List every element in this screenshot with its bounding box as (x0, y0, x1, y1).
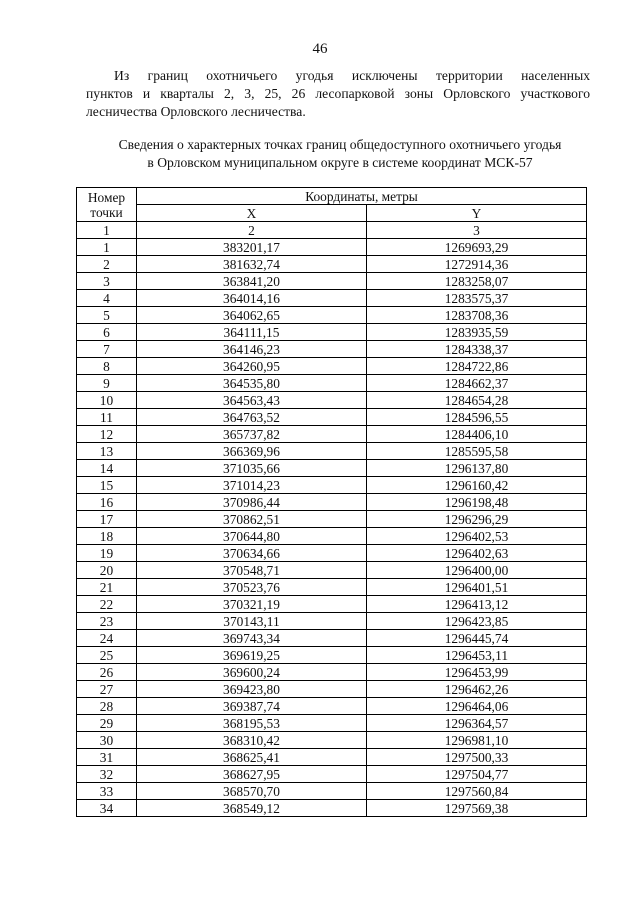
x-coordinate-cell: 381632,74 (137, 256, 367, 273)
x-coordinate-cell: 368195,53 (137, 715, 367, 732)
x-coordinate-cell: 364014,16 (137, 290, 367, 307)
x-coordinate-cell: 364260,95 (137, 358, 367, 375)
table-row (77, 766, 587, 783)
x-coordinate-cell: 370143,11 (137, 613, 367, 630)
table-row (77, 358, 587, 375)
point-number-cell: 8 (77, 358, 137, 375)
x-coordinate-cell: 368310,42 (137, 732, 367, 749)
header-y: Y (367, 205, 587, 222)
y-coordinate-cell: 1285595,58 (367, 443, 587, 460)
x-coordinate-cell: 369619,25 (137, 647, 367, 664)
table-row (77, 681, 587, 698)
table-row (77, 664, 587, 681)
point-number-cell: 29 (77, 715, 137, 732)
y-coordinate-cell: 1297504,77 (367, 766, 587, 783)
x-coordinate-cell: 369743,34 (137, 630, 367, 647)
point-number-cell: 19 (77, 545, 137, 562)
point-number-cell: 12 (77, 426, 137, 443)
x-coordinate-cell: 383201,17 (137, 239, 367, 256)
table-row (77, 596, 587, 613)
table-row (77, 545, 587, 562)
table-row (77, 528, 587, 545)
header-point-line-2: точки (90, 204, 123, 220)
point-number-cell: 33 (77, 783, 137, 800)
table-row (77, 409, 587, 426)
intro-line-1: Из границ охотничьего угодья исключены территории населенных (114, 68, 590, 83)
coordinates-table (76, 187, 587, 817)
point-number-cell: 21 (77, 579, 137, 596)
point-number-cell: 2 (77, 256, 137, 273)
page-number: 46 (312, 41, 328, 57)
table-row (77, 426, 587, 443)
table-row (77, 256, 587, 273)
point-number-cell: 14 (77, 460, 137, 477)
x-coordinate-cell: 369387,74 (137, 698, 367, 715)
point-number-cell: 17 (77, 511, 137, 528)
x-coordinate-cell: 370862,51 (137, 511, 367, 528)
y-coordinate-cell: 1296402,63 (367, 545, 587, 562)
table-row (77, 273, 587, 290)
y-coordinate-cell: 1296296,29 (367, 511, 587, 528)
y-coordinate-cell: 1296198,48 (367, 494, 587, 511)
y-coordinate-cell: 1296401,51 (367, 579, 587, 596)
x-coordinate-cell: 364111,15 (137, 324, 367, 341)
table-row (77, 324, 587, 341)
y-coordinate-cell: 1283935,59 (367, 324, 587, 341)
table-row (77, 239, 587, 256)
table-row (77, 443, 587, 460)
y-coordinate-cell: 1296453,11 (367, 647, 587, 664)
table-row (77, 341, 587, 358)
table-row (77, 613, 587, 630)
y-coordinate-cell: 1284662,37 (367, 375, 587, 392)
table-row (77, 375, 587, 392)
table-row (77, 732, 587, 749)
header-coordinates: Координаты, метры (137, 188, 587, 205)
table-row (77, 494, 587, 511)
y-coordinate-cell: 1272914,36 (367, 256, 587, 273)
column-number-1: 1 (77, 222, 137, 239)
x-coordinate-cell: 364563,43 (137, 392, 367, 409)
point-number-cell: 18 (77, 528, 137, 545)
header-point-line-1: Номер (87, 189, 126, 205)
x-coordinate-cell: 366369,96 (137, 443, 367, 460)
y-coordinate-cell: 1296445,74 (367, 630, 587, 647)
x-coordinate-cell: 364146,23 (137, 341, 367, 358)
y-coordinate-cell: 1284596,55 (367, 409, 587, 426)
point-number-cell: 27 (77, 681, 137, 698)
point-number-cell: 9 (77, 375, 137, 392)
x-coordinate-cell: 371035,66 (137, 460, 367, 477)
table-row (77, 630, 587, 647)
point-number-cell: 11 (77, 409, 137, 426)
y-coordinate-cell: 1284406,10 (367, 426, 587, 443)
table-row (77, 647, 587, 664)
x-coordinate-cell: 368570,70 (137, 783, 367, 800)
y-coordinate-cell: 1297560,84 (367, 783, 587, 800)
table-row (77, 562, 587, 579)
point-number-cell: 7 (77, 341, 137, 358)
y-coordinate-cell: 1296160,42 (367, 477, 587, 494)
x-coordinate-cell: 368549,12 (137, 800, 367, 817)
x-coordinate-cell: 365737,82 (137, 426, 367, 443)
x-coordinate-cell: 370644,80 (137, 528, 367, 545)
y-coordinate-cell: 1296137,80 (367, 460, 587, 477)
y-coordinate-cell: 1284722,86 (367, 358, 587, 375)
point-number-cell: 22 (77, 596, 137, 613)
point-number-cell: 23 (77, 613, 137, 630)
table-caption (60, 136, 620, 172)
point-number-cell: 34 (77, 800, 137, 817)
x-coordinate-cell: 368625,41 (137, 749, 367, 766)
table-row (77, 715, 587, 732)
table-row (77, 800, 587, 817)
table-row (77, 392, 587, 409)
point-number-cell: 6 (77, 324, 137, 341)
intro-line-3: лесничества Орловского лесничества. (86, 104, 306, 119)
y-coordinate-cell: 1296413,12 (367, 596, 587, 613)
y-coordinate-cell: 1296423,85 (367, 613, 587, 630)
intro-paragraph (86, 67, 590, 121)
table-row (77, 460, 587, 477)
y-coordinate-cell: 1283258,07 (367, 273, 587, 290)
table-row (77, 698, 587, 715)
x-coordinate-cell: 363841,20 (137, 273, 367, 290)
point-number-cell: 5 (77, 307, 137, 324)
point-number-cell: 13 (77, 443, 137, 460)
table-row (77, 290, 587, 307)
y-coordinate-cell: 1283708,36 (367, 307, 587, 324)
point-number-cell: 28 (77, 698, 137, 715)
table-row (77, 749, 587, 766)
coordinates-body (77, 239, 587, 817)
x-coordinate-cell: 364535,80 (137, 375, 367, 392)
y-coordinate-cell: 1296462,26 (367, 681, 587, 698)
point-number-cell: 24 (77, 630, 137, 647)
y-coordinate-cell: 1296400,00 (367, 562, 587, 579)
table-row (77, 783, 587, 800)
table-row (77, 579, 587, 596)
header-x: X (137, 205, 367, 222)
column-number-2: 2 (137, 222, 367, 239)
y-coordinate-cell: 1296364,57 (367, 715, 587, 732)
x-coordinate-cell: 364062,65 (137, 307, 367, 324)
point-number-cell: 4 (77, 290, 137, 307)
y-coordinate-cell: 1297569,38 (367, 800, 587, 817)
y-coordinate-cell: 1296981,10 (367, 732, 587, 749)
x-coordinate-cell: 369600,24 (137, 664, 367, 681)
x-coordinate-cell: 368627,95 (137, 766, 367, 783)
y-coordinate-cell: 1297500,33 (367, 749, 587, 766)
column-number-3: 3 (367, 222, 587, 239)
x-coordinate-cell: 370548,71 (137, 562, 367, 579)
point-number-cell: 16 (77, 494, 137, 511)
intro-line-2: пунктов и кварталы 2, 3, 25, 26 лесопарковой зоны Орловского участкового (86, 86, 590, 101)
point-number-cell: 32 (77, 766, 137, 783)
y-coordinate-cell: 1283575,37 (367, 290, 587, 307)
y-coordinate-cell: 1284654,28 (367, 392, 587, 409)
x-coordinate-cell: 370321,19 (137, 596, 367, 613)
x-coordinate-cell: 371014,23 (137, 477, 367, 494)
point-number-cell: 30 (77, 732, 137, 749)
table-row (77, 307, 587, 324)
table-row (77, 511, 587, 528)
x-coordinate-cell: 370986,44 (137, 494, 367, 511)
x-coordinate-cell: 364763,52 (137, 409, 367, 426)
y-coordinate-cell: 1269693,29 (367, 239, 587, 256)
point-number-cell: 15 (77, 477, 137, 494)
point-number-cell: 10 (77, 392, 137, 409)
x-coordinate-cell: 370523,76 (137, 579, 367, 596)
y-coordinate-cell: 1296464,06 (367, 698, 587, 715)
point-number-cell: 3 (77, 273, 137, 290)
header-point-number (77, 188, 137, 222)
point-number-cell: 25 (77, 647, 137, 664)
table-row (77, 477, 587, 494)
point-number-cell: 1 (77, 239, 137, 256)
y-coordinate-cell: 1284338,37 (367, 341, 587, 358)
point-number-cell: 31 (77, 749, 137, 766)
point-number-cell: 26 (77, 664, 137, 681)
x-coordinate-cell: 370634,66 (137, 545, 367, 562)
caption-line-2: в Орловском муниципальном округе в системе координат МСК-57 (147, 155, 533, 170)
point-number-cell: 20 (77, 562, 137, 579)
caption-line-1: Сведения о характерных точках границ общедоступного охотничьего угодья (118, 137, 562, 152)
x-coordinate-cell: 369423,80 (137, 681, 367, 698)
y-coordinate-cell: 1296453,99 (367, 664, 587, 681)
y-coordinate-cell: 1296402,53 (367, 528, 587, 545)
